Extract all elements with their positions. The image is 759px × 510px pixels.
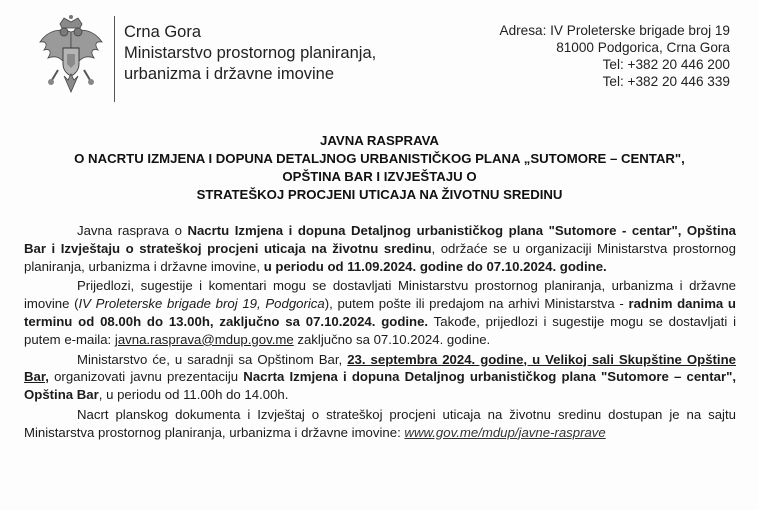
letterhead <box>0 0 759 110</box>
title-line-1: JAVNA RASPRAVA <box>320 133 439 148</box>
title-line-2: O NACRTU IZMJENA I DOPUNA DETALJNOG URBANISTIČKOG PLANA „SUTOMORE – CENTAR", <box>74 151 685 166</box>
p2-text-3: Takođe, prijedlozi i sugestije mogu se dostavljati i putem e-maila: <box>24 313 736 347</box>
announcement-title <box>0 132 759 204</box>
p1-period: u periodu od 11.09.2024. godine do 07.10.2024. godine. <box>263 258 607 274</box>
ministry-name-line-1: Ministarstvo prostornog planiranja, <box>124 44 377 62</box>
paragraph-2 <box>24 277 736 348</box>
ministry-name-line-2: urbanizma i državne imovine <box>124 65 335 83</box>
p4-text-1: Nacrt planskog dokumenta i Izvještaj o strateškoj procjeni uticaja na životnu sredinu dostupan je na sajtu Ministarstva prostornog planiranja, urbanizma i državne imovine: <box>24 406 736 440</box>
coat-of-arms-icon <box>36 14 106 100</box>
p2-text-4: zaključno sa 07.10.2024. godine. <box>293 331 491 347</box>
title-line-4: STRATEŠKOJ PROCJENI UTICAJA NA ŽIVOTNU SREDINU <box>196 187 563 202</box>
website-link[interactable]: www.gov.me/mdup/javne-rasprave <box>404 424 606 440</box>
p2-text-1: Prijedlozi, sugestije i komentari mogu se dostavljati Ministarstvu prostornog planiranja, urbanizma i državne imovine ( <box>24 278 736 312</box>
paragraph-4 <box>24 406 736 442</box>
paragraph-3 <box>24 351 736 404</box>
address-line: Adresa: IV Proleterske brigade broj 19 <box>499 23 730 38</box>
p3-presentation-date: 23. septembra 2024. godine, u Velikoj sali Skupštine Opštine Bar, <box>24 351 736 385</box>
p1-text-1: Javna rasprava o <box>77 223 188 238</box>
contact-block <box>500 22 730 90</box>
phone-line-2: Tel: +382 20 446 339 <box>602 74 730 89</box>
paragraph-1 <box>24 222 736 275</box>
header-divider <box>114 16 115 102</box>
p2-working-hours: radnim danima u terminu od 08.00h do 13.00h, zaključno sa 07.10.2024. godine. <box>24 296 736 329</box>
email-link[interactable]: javna.rasprava@mdup.gov.me <box>114 331 294 347</box>
ministry-name-block <box>124 22 376 85</box>
p2-address: IV Proleterske brigade broj 19, Podgorica <box>78 296 325 312</box>
city-line: 81000 Podgorica, Crna Gora <box>556 40 730 55</box>
p2-text-2: ), putem pošte ili predajom na arhivi Ministarstva - <box>324 296 629 312</box>
p3-text-1: Ministarstvo će, u saradnji sa Opštinom Bar, <box>77 351 348 367</box>
announcement-body <box>24 222 736 444</box>
title-line-3: OPŠTINA BAR I IZVJEŠTAJU O <box>282 169 477 184</box>
country-name: Crna Gora <box>124 23 202 41</box>
phone-line-1: Tel: +382 20 446 200 <box>602 57 730 72</box>
p3-text-3: , u periodu od 11.00h do 14.00h. <box>98 387 289 403</box>
p1-plan-name: Nacrtu Izmjena i dopuna Detaljnog urbanističkog plana "Sutomore - centar", Opština Bar i Izvještaju o strateškoj procjeni uticaja na životnu sredinu <box>24 223 737 256</box>
p1-text-2: , održaće se u organizaciji Ministarstva prostornog planiranja, urbanizma i državne imovine, <box>24 240 736 274</box>
p3-text-2: organizovati javnu prezentaciju <box>48 369 244 385</box>
p3-plan-name: Nacrta Izmjena i dopuna Detaljnog urbanističkog plana "Sutomore – centar", Opština Bar <box>24 369 736 403</box>
